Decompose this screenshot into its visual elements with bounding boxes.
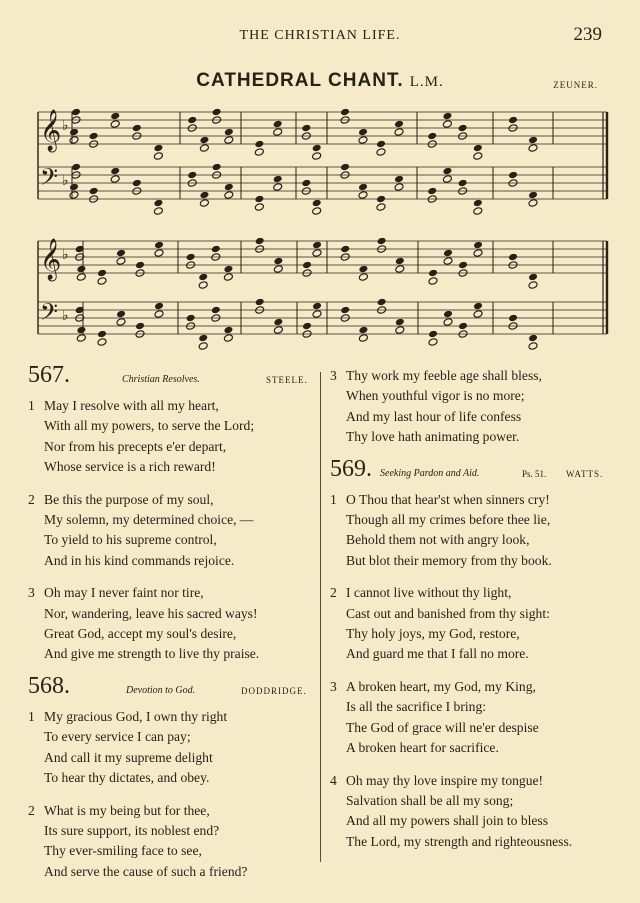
verse-line: A broken heart, my God, my King, [346, 678, 536, 694]
verse-line: Whose service is a rich reward! [44, 459, 216, 475]
stanza-number: 1 [330, 491, 337, 507]
stanza-number: 2 [28, 802, 35, 818]
note-head [273, 128, 283, 137]
hymn-author: STEELE. [266, 375, 308, 385]
note-head [473, 310, 483, 319]
note-head [199, 191, 209, 200]
note-head [273, 265, 283, 274]
note-head [428, 269, 438, 278]
verse-line: O Thou that hear'st when sinners cry! [346, 491, 550, 507]
note-head [186, 253, 196, 262]
hymn-number: 569. [330, 455, 372, 482]
note-head [301, 179, 311, 188]
note-head [224, 128, 234, 137]
note-head [254, 195, 264, 204]
note-head [199, 136, 209, 145]
note-head [528, 144, 538, 153]
note-head [69, 183, 79, 192]
note-head [132, 124, 142, 133]
stanza [324, 583, 616, 665]
note-head [442, 167, 452, 176]
hymn-569 [324, 455, 616, 853]
note-head [110, 175, 120, 184]
verse-line: Thy love hath animating power. [346, 429, 520, 445]
note-head [473, 241, 483, 250]
verse-line: Oh may I never faint nor tire, [44, 585, 204, 601]
note-head [135, 261, 145, 270]
note-head [358, 273, 368, 282]
note-head [223, 273, 233, 282]
note-head [69, 128, 79, 137]
running-title: THE CHRISTIAN LIFE. [239, 28, 401, 43]
verse-line: Is all the sacrifice I bring: [346, 699, 487, 715]
note-head [473, 302, 483, 311]
note-head [223, 334, 233, 343]
verse-line: Though all my crimes before thee lie, [346, 512, 551, 528]
note-head [427, 132, 437, 141]
verse-line: To yield to his supreme control, [44, 532, 217, 548]
note-head [198, 281, 208, 290]
note-head [224, 136, 234, 145]
hymn-header [324, 455, 616, 488]
hymn-title: Seeking Pardon and Aid. [380, 467, 480, 479]
note-head [223, 326, 233, 335]
note-head [97, 269, 107, 278]
note-head [255, 237, 265, 246]
verse-line: Thy holy joys, my God, restore, [346, 626, 520, 642]
note-head [394, 175, 404, 184]
note-head [427, 187, 437, 196]
note-head [198, 273, 208, 282]
verse-line: Nor, wandering, leave his sacred ways! [44, 605, 258, 621]
note-head [508, 314, 518, 323]
note-head [212, 108, 222, 117]
stanza [324, 677, 616, 759]
verse-line: A broken heart for sacrifice. [346, 740, 499, 756]
note-head [508, 171, 518, 180]
stanza-number: 3 [330, 368, 337, 383]
note-head [302, 261, 312, 270]
note-head [508, 116, 518, 125]
note-head [340, 163, 350, 172]
note-head [110, 167, 120, 176]
verse-line: And in his kind commands rejoice. [44, 552, 235, 568]
note-head [443, 310, 453, 319]
note-head [528, 136, 538, 145]
note-head [198, 342, 208, 351]
hymn-author: DODDRIDGE. [241, 685, 307, 696]
note-head [153, 152, 163, 161]
note-head [154, 241, 164, 250]
note-head [69, 136, 79, 145]
note-head [312, 310, 322, 319]
verse-line: The God of grace will ne'er despise [346, 719, 539, 735]
hymn-number: 567. [28, 362, 70, 388]
note-head [212, 163, 222, 172]
hymn-header [22, 362, 318, 394]
note-head [254, 203, 264, 212]
note-head [428, 338, 438, 347]
note-head [224, 191, 234, 200]
page-number: 239 [573, 24, 602, 45]
verse-line: My solemn, my determined choice, — [44, 512, 254, 528]
note-head [71, 163, 81, 172]
verse-line: And call it my supreme delight [44, 749, 213, 765]
stanza-number: 1 [28, 708, 35, 724]
verse-line: To hear thy dictates, and obey. [44, 770, 210, 786]
verse-line: And give me strength to live thy praise. [44, 646, 260, 662]
verse-line: But blot their memory from thy book. [346, 552, 552, 568]
verse-line: And serve the cause of such a friend? [44, 863, 248, 879]
note-head [358, 183, 368, 192]
note-head [528, 334, 538, 343]
note-head [442, 175, 452, 184]
stanza [324, 366, 616, 448]
key-signature: ♭ [62, 247, 69, 263]
stanza-number: 4 [330, 772, 337, 788]
note-head [312, 241, 322, 250]
verse-line: When youthful vigor is no more; [346, 388, 525, 404]
note-head [528, 199, 538, 208]
note-head [273, 120, 283, 129]
note-head [97, 277, 107, 286]
note-head [135, 322, 145, 331]
note-head [528, 281, 538, 290]
bass-clef: 𝄢 [40, 163, 59, 196]
key-signature: ♭ [62, 118, 69, 134]
note-head [428, 277, 438, 286]
note-head [443, 318, 453, 327]
note-head [97, 330, 107, 339]
note-head [154, 302, 164, 311]
stanza [22, 583, 318, 665]
note-head [224, 183, 234, 192]
right-column [324, 366, 616, 864]
hymn-567 [22, 362, 318, 665]
note-head [76, 326, 86, 335]
note-head [273, 183, 283, 192]
verse-line: What is my being but for thee, [44, 802, 210, 818]
note-head [254, 148, 264, 157]
note-head [254, 140, 264, 149]
note-head [394, 183, 404, 192]
note-head [395, 257, 405, 266]
note-head [395, 265, 405, 274]
note-head [76, 265, 86, 274]
bass-clef: 𝄢 [40, 298, 59, 331]
note-head [186, 314, 196, 323]
note-head [153, 207, 163, 216]
note-head [211, 306, 221, 315]
tune-meter: L.M. [409, 74, 444, 90]
note-head [153, 199, 163, 208]
note-head [199, 144, 209, 153]
verse-line: The Lord, my strength and righteousness. [346, 833, 573, 849]
note-head [273, 175, 283, 184]
hymn-header [22, 672, 318, 705]
note-head [340, 245, 350, 254]
verse-line: Nor from his precepts e'er depart, [44, 438, 227, 454]
stanza-number: 3 [330, 678, 337, 694]
note-head [312, 302, 322, 311]
note-head [198, 334, 208, 343]
note-head [473, 249, 483, 258]
note-head [473, 144, 483, 153]
note-head [312, 207, 322, 216]
note-head [377, 237, 387, 246]
stanza-number: 2 [28, 491, 35, 507]
verse-line: Salvation shall be all my song; [346, 792, 514, 808]
stanza [22, 490, 318, 572]
note-head [301, 124, 311, 133]
note-head [358, 128, 368, 137]
note-head [116, 318, 126, 327]
stanza [22, 396, 318, 478]
note-head [376, 203, 386, 212]
treble-clef: 𝄞 [40, 239, 62, 280]
note-head [395, 318, 405, 327]
note-head [508, 253, 518, 262]
note-head [153, 144, 163, 153]
tune-composer: ZEUNER. [553, 80, 598, 90]
treble-clef: 𝄞 [40, 110, 62, 151]
note-head [154, 249, 164, 258]
note-head [312, 249, 322, 258]
note-head [358, 265, 368, 274]
note-head [312, 152, 322, 161]
note-head [89, 132, 99, 141]
note-head [76, 273, 86, 282]
note-head [443, 249, 453, 258]
hymn-author: WATTS. [566, 468, 604, 479]
stanza [324, 771, 616, 853]
note-head [340, 306, 350, 315]
note-head [273, 326, 283, 335]
tune-name: CATHEDRAL CHANT. [196, 70, 404, 91]
note-head [376, 195, 386, 204]
verse-line: And guard me that I fall no more. [346, 646, 529, 662]
verse-line: Thy work my feeble age shall bless, [346, 368, 542, 383]
note-head [473, 207, 483, 216]
note-head [528, 342, 538, 351]
note-head [211, 245, 221, 254]
note-head [443, 257, 453, 266]
note-head [458, 261, 468, 270]
note-head [528, 191, 538, 200]
note-head [442, 120, 452, 129]
verse-line: My gracious God, I own thy right [44, 708, 228, 724]
note-head [187, 171, 197, 180]
note-head [97, 338, 107, 347]
note-head [312, 144, 322, 153]
note-head [110, 120, 120, 129]
note-head [312, 199, 322, 208]
verse-line: May I resolve with all my heart, [44, 398, 219, 413]
verse-line: And all my powers shall join to bless [346, 813, 549, 829]
note-head [273, 318, 283, 327]
note-head [132, 179, 142, 188]
note-head [116, 310, 126, 319]
note-head [442, 112, 452, 121]
note-head [89, 187, 99, 196]
verse-line: And my last hour of life confess [346, 408, 522, 424]
note-head [473, 199, 483, 208]
note-head [458, 322, 468, 331]
note-head [528, 273, 538, 282]
hymn-psalm: Ps. 51. [522, 468, 547, 479]
music-score [0, 0, 640, 360]
verse-line: Cast out and banished from thy sight: [346, 605, 550, 621]
hymn-568 [22, 672, 318, 882]
left-column [22, 362, 318, 894]
note-head [358, 191, 368, 200]
column-divider [320, 372, 321, 862]
note-head [428, 330, 438, 339]
verse-line: Oh may thy love inspire my tongue! [346, 772, 544, 788]
note-head [223, 265, 233, 274]
note-head [187, 116, 197, 125]
verse-line: Be this the purpose of my soul, [44, 491, 214, 507]
verse-line: With all my powers, to serve the Lord; [44, 418, 255, 434]
verse-line: To every service I can pay; [44, 729, 191, 745]
hymn-number: 568. [28, 672, 70, 699]
key-signature: ♭ [62, 308, 69, 324]
note-head [69, 191, 79, 200]
note-head [394, 128, 404, 137]
note-head [458, 179, 468, 188]
stanza [324, 490, 616, 572]
note-head [110, 112, 120, 121]
stanza-number: 3 [28, 585, 35, 601]
note-head [302, 322, 312, 331]
note-head [395, 326, 405, 335]
note-head [116, 249, 126, 258]
note-head [71, 108, 81, 117]
note-head [340, 108, 350, 117]
note-head [255, 298, 265, 307]
note-head [358, 136, 368, 145]
note-head [199, 199, 209, 208]
note-head [358, 334, 368, 343]
stanza [22, 801, 318, 883]
note-head [458, 124, 468, 133]
hymn-title: Devotion to God. [126, 684, 196, 696]
stanza-number: 2 [330, 585, 337, 601]
verse-line: Thy ever-smiling face to see, [44, 843, 202, 859]
verse-line: Behold them not with angry look, [346, 532, 530, 548]
verse-line: Great God, accept my soul's desire, [44, 626, 237, 642]
note-head [376, 140, 386, 149]
note-head [473, 152, 483, 161]
note-head [377, 298, 387, 307]
key-signature: ♭ [62, 173, 69, 189]
note-head [116, 257, 126, 266]
note-head [76, 334, 86, 343]
stanza [22, 707, 318, 789]
note-head [394, 120, 404, 129]
note-head [273, 257, 283, 266]
verse-line: I cannot live without thy light, [346, 585, 512, 601]
note-head [376, 148, 386, 157]
hymn-title: Christian Resolves. [122, 374, 200, 385]
note-head [358, 326, 368, 335]
stanza-number: 1 [28, 398, 35, 413]
note-head [154, 310, 164, 319]
verse-line: Its sure support, its noblest end? [44, 822, 220, 838]
